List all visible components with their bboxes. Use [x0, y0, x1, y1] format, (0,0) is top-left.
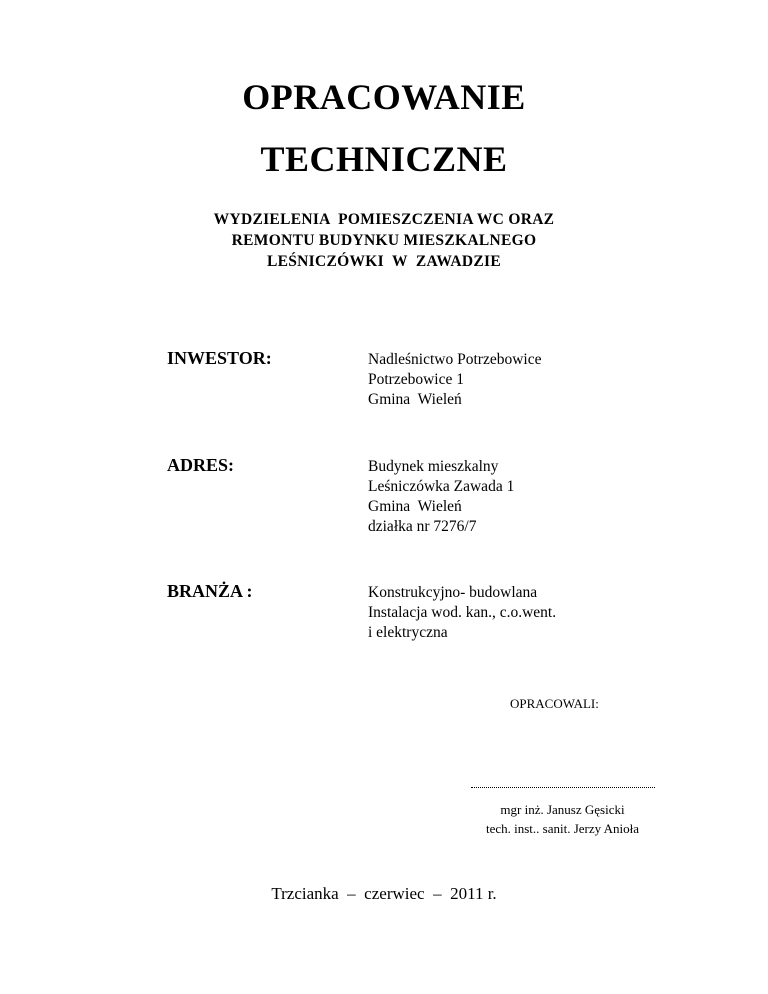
adres-line: działka nr 7276/7: [368, 518, 477, 535]
branza-label: BRANŻA :: [167, 581, 253, 601]
inwestor-line: Nadleśnictwo Potrzebowice: [368, 351, 542, 368]
subtitle-line: REMONTU BUDYNKU MIESZKALNEGO: [231, 232, 537, 249]
inwestor-line: Potrzebowice 1: [368, 371, 464, 388]
inwestor-line: Gmina Wieleń: [368, 391, 462, 408]
adres-line: Gmina Wieleń: [368, 498, 462, 515]
branza-line: i elektryczna: [368, 624, 448, 641]
title-line-2: TECHNICZNE: [260, 139, 508, 179]
branza-value: [368, 583, 556, 643]
author-name: tech. inst.. sanit. Jerzy Anioła: [485, 821, 640, 836]
subtitle: [0, 209, 768, 272]
inwestor-label: INWESTOR:: [167, 348, 272, 368]
branza-line: Instalacja wod. kan., c.o.went.: [368, 604, 557, 621]
signature-line: [471, 787, 655, 788]
subtitle-line: WYDZIELENIA POMIESZCZENIA WC ORAZ: [213, 211, 555, 228]
adres-label: ADRES:: [167, 455, 235, 475]
subtitle-line: LEŚNICZÓWKI W ZAWADZIE: [266, 253, 502, 270]
footer-place-date: Trzcianka – czerwiec – 2011 r.: [271, 884, 497, 903]
authors-heading: OPRACOWALI:: [510, 696, 599, 711]
author-name: mgr inż. Janusz Gęsicki: [500, 802, 625, 817]
title-line-1: OPRACOWANIE: [242, 77, 526, 117]
adres-line: Budynek mieszkalny: [368, 458, 499, 475]
branza-line: Konstrukcyjno- budowlana: [368, 584, 538, 601]
adres-value: [368, 457, 514, 537]
inwestor-value: [368, 350, 541, 410]
adres-line: Leśniczówka Zawada 1: [368, 478, 515, 495]
authors-names: [450, 800, 675, 838]
